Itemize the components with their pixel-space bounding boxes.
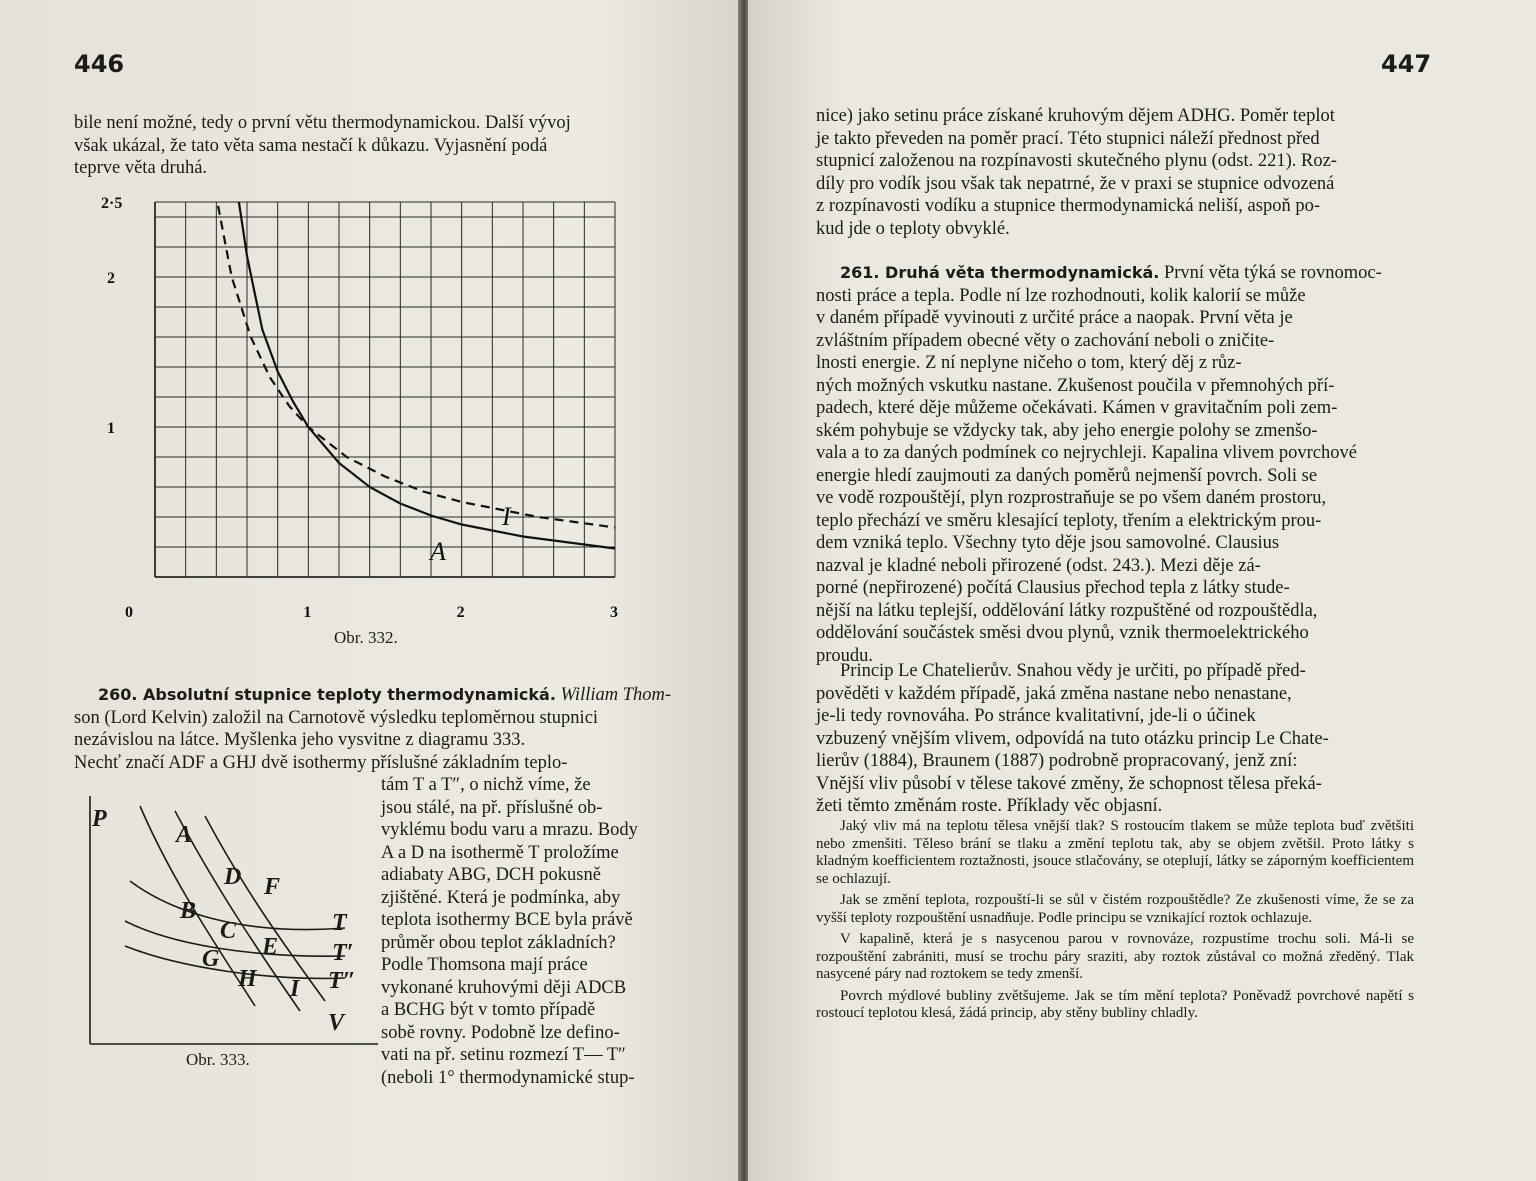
point-label-g: G [202, 946, 220, 972]
text-line: nější na látku teplejší, oddělování látky rozpuštěné od rozpouštědla, [816, 600, 1318, 621]
text-line: a BCHG být v tomto případě [381, 1000, 596, 1020]
text-line [74, 684, 672, 707]
text-line: v daném případě vyvinouti z určité práce a naopak. První věta je [816, 308, 1293, 328]
text-line: nazval je kladné neboli přirozené (odst. 243.). Mezi děje zá- [816, 555, 1261, 576]
text-line [816, 262, 1414, 285]
text-line: žeti těmto změnám roste. Příklady věc objasní. [816, 796, 1163, 816]
text-line: Vnější vliv působí v tělese takové změny, že schopnost tělesa překá- [816, 773, 1322, 794]
curve-label: I [502, 502, 511, 531]
text-line: pověděti v každém případě, jaká změna nastane nebo nenastane, [816, 683, 1292, 704]
axis-label-v: V [328, 1010, 345, 1036]
text-line: energie hledí zaujmouti za daných poměrů nejmenší povrch. Soli se [816, 465, 1318, 486]
text-line: nosti práce a tepla. Podle ní lze rozhodnouti, kolik kalorií se může [816, 285, 1306, 306]
point-label-i: I [290, 976, 300, 1002]
text-line: bile není možné, tedy o první větu thermodynamickou. Další vývoj [74, 113, 571, 133]
text-line: stupnicí založenou na rozpínavosti skutečného plynu (odst. 221). Roz- [816, 151, 1337, 171]
text-line: vyklému bodu varu a mrazu. Body [381, 820, 638, 840]
text-line: kud jde o teploty obvyklé. [816, 218, 1010, 239]
paragraph-temperature-scale [816, 105, 1414, 240]
text-line: Nechť značí ADF a GHJ dvě isothermy příslušné základním teplo- [74, 752, 568, 773]
point-label-h: H [238, 966, 257, 992]
point-label-b: B [180, 898, 197, 924]
text-line: padech, které děje můžeme očekávati. Kámen v gravitačním poli zem- [816, 398, 1338, 418]
text-line: zvláštním případem obecné věty o zachování neboli o zničite- [816, 330, 1275, 351]
text-line: Podle Thomsona mají práce [381, 955, 588, 975]
text-line: tám T a T″, o nichž víme, že [381, 775, 591, 795]
text-line: jsou stálé, na př. příslušné ob- [381, 797, 603, 818]
y-tick-label: 1 [107, 420, 115, 437]
text-line: vzbuzený vnějším vlivem, odpovídá na tuto otázku princip Le Chate- [816, 728, 1329, 749]
point-label-f: F [264, 874, 281, 900]
intro-paragraph [74, 112, 672, 180]
right-page [748, 0, 1536, 1181]
text-line: adiabaty ABG, DCH pokusně [381, 865, 601, 885]
text-line: proudu. [816, 645, 874, 666]
text-line: Princip Le Chatelierův. Snahou vědy je určiti, po případě před- [840, 661, 1306, 681]
figure-332-chart [100, 185, 640, 625]
text-line: vala a to za daných podmínek co nejrychleji. Kapalina vlivem povrchové [816, 443, 1357, 463]
section-260-column [381, 774, 672, 1089]
example-paragraph: Jak se změní teplota, rozpouští-li se sůl v čistém rozpouštědle? Ze zkušenosti víme, že se za vyšší teploty rozpouštění usnadňuje. Podle principu se vznikající roztok ochlazuje. [816, 892, 1414, 926]
text-line: je takto převeden na poměr prací. Této stupnici náleží přednost před [816, 128, 1320, 149]
point-label-e: E [262, 934, 279, 960]
x-tick-label: 1 [303, 604, 312, 621]
text-line: oddělování součástek směsi dvou plynů, vznik thermoelektrického [816, 623, 1309, 643]
text-line: průměr obou teplot základních? [381, 932, 616, 953]
point-label-c: C [220, 918, 237, 944]
curve-label: A [430, 537, 446, 566]
text-line: nezávislou na látce. Myšlenka jeho vysvitne z diagramu 333. [74, 730, 526, 750]
x-tick-label: 0 [125, 604, 133, 621]
y-tick-label: 2·5 [101, 195, 123, 212]
text-line: son (Lord Kelvin) založil na Carnotově výsledku teploměrnou stupnici [74, 707, 599, 728]
text-line: porné (nepřirozené) počítá Clausius přechod tepla z látky stude- [816, 578, 1290, 598]
text-line: ných možných vskutku nastane. Zkušenost poučila v přemnohých pří- [816, 375, 1335, 396]
text-line: teplota isothermy BCE byla právě [381, 910, 633, 930]
isotherm-label-t1: T′ [332, 940, 354, 966]
point-label-a: A [176, 822, 193, 848]
section-260 [74, 684, 672, 774]
examples-block [816, 818, 1414, 1027]
isotherm-label-t: T [332, 910, 347, 936]
left-page [0, 0, 740, 1181]
text-line: teprve věta druhá. [74, 158, 208, 178]
page-number: 446 [74, 50, 125, 78]
text-line: (neboli 1° thermodynamické stup- [381, 1067, 635, 1088]
point-label-d: D [224, 864, 242, 890]
text-line: ve vodě rozpouštějí, plyn rozprostraňuje se po všem daném prostoru, [816, 488, 1327, 508]
axis-label-p: P [92, 806, 107, 832]
text-line: A a D na isothermě T proložíme [381, 842, 619, 863]
text-line: však ukázal, že tato věta sama nestačí k důkazu. Vyjasnění podá [74, 135, 548, 156]
text-line: je-li tedy rovnováha. Po stránce kvalitativní, jde-li o účinek [816, 706, 1256, 726]
text-line: dem vzniká teplo. Všechny tyto děje jsou samovolné. Clausius [816, 533, 1280, 553]
text-line: lierův (1884), Braunem (1887) podrobně propracovaný, jenž zní: [816, 751, 1298, 771]
text-line: díly pro vodík jsou však tak nepatrné, že v praxi se stupnice odvozená [816, 173, 1335, 194]
figure-332-caption: Obr. 332. [334, 628, 398, 647]
example-paragraph: V kapalině, která je s nasycenou parou v rovnováze, rozpustíme trochu soli. Má-li se rozpouštění zabrániti, musí se trochu páry sraziti, aby roztok zůstával co možná zředěný. Tlak nasycené páry nad roztokem se tedy zmenší. [816, 931, 1414, 982]
isotherm-label-t2: T″ [328, 968, 356, 994]
text-line: vykonané kruhovými ději ADCB [381, 977, 627, 998]
text-line: nice) jako setinu práce získané kruhovým dějem ADHG. Poměr teplot [816, 106, 1335, 126]
text-line: z rozpínavosti vodíku a stupnice thermodynamická neliší, aspoň po- [816, 196, 1321, 216]
text-line: teplo přechází ve směru klesající teploty, třením a elektrickým prou- [816, 510, 1322, 531]
text-line: William Thom- [560, 685, 672, 705]
figure-333-diagram [80, 796, 380, 1046]
paragraph-le-chatelier [816, 660, 1414, 818]
x-tick-label: 3 [610, 604, 618, 621]
text-line: sobě rovny. Podobně lze defino- [381, 1022, 620, 1043]
text-line: vati na př. setinu rozmezí T— T″ [381, 1045, 626, 1065]
page-number: 447 [1381, 50, 1432, 78]
section-261-heading: 261. Druhá věta thermodynamická. [840, 263, 1160, 282]
text-line: První věta týká se rovnomoc- [1163, 263, 1382, 283]
text-line: zjištěné. Která je podmínka, aby [381, 887, 621, 908]
figure-333-caption: Obr. 333. [186, 1050, 250, 1069]
section-260-heading: 260. Absolutní stupnice teploty thermodynamická. [98, 685, 556, 704]
text-line: ském pohybuje se vždycky tak, aby jeho energie polohy se zmenšo- [816, 420, 1318, 441]
section-261 [816, 262, 1414, 667]
example-paragraph: Jaký vliv má na teplotu tělesa vnější tlak? S rostoucím tlakem se může teplota buď zvětšiti nebo zmenšiti. Těleso brání se tlaku a změní teplotu tak, aby se objem zvětšil. Proto látky s kladným koefficientem roztažnosti, jsouce stlačovány, se oteplují, látky se záporným koefficientem se ochlazují. [816, 818, 1414, 887]
example-paragraph: Povrch mýdlové bubliny zvětšujeme. Jak se tím mění teplota? Poněvadž povrchové napětí s rostoucí teplotou klesá, žádá princip, aby stěny bubliny chladly. [816, 987, 1414, 1021]
y-tick-label: 2 [107, 270, 115, 287]
x-tick-label: 2 [456, 604, 465, 621]
text-line: lnosti energie. Z ní neplyne ničeho o tom, který děj z růz- [816, 353, 1242, 373]
